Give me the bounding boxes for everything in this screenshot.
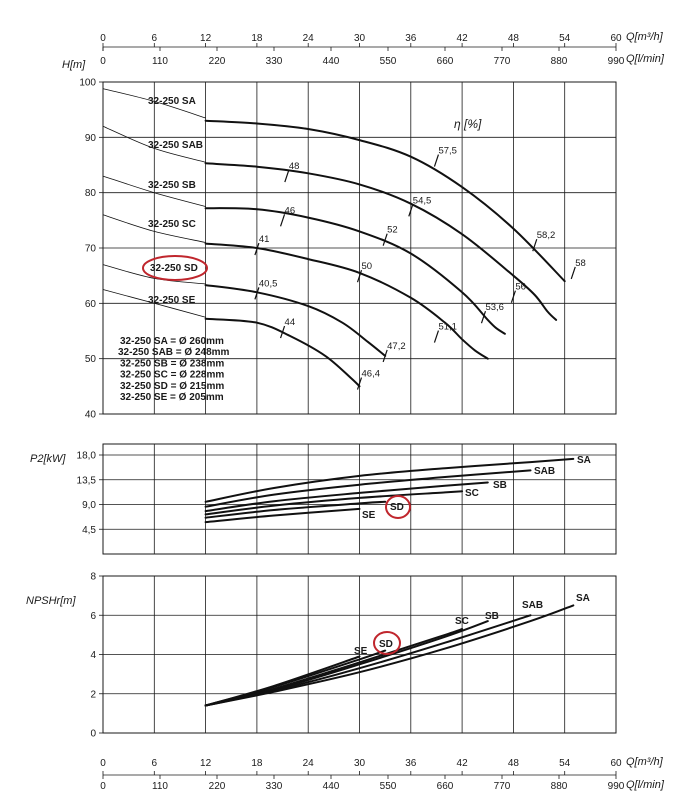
lmin-tick-label: 880 bbox=[550, 56, 568, 67]
m3h-tick-label: 48 bbox=[507, 758, 519, 769]
m3h-tick-label: 0 bbox=[100, 33, 106, 44]
lmin-tick-label: 110 bbox=[152, 781, 168, 792]
y-tick-label: 70 bbox=[84, 243, 96, 255]
efficiency-label: 47,2 bbox=[387, 340, 406, 352]
lmin-tick-label: 220 bbox=[208, 56, 226, 67]
lmin-tick-label: 660 bbox=[436, 781, 454, 792]
m3h-tick-label: 18 bbox=[251, 33, 263, 44]
top-lmin-axis-title: Q[l/min] bbox=[626, 53, 664, 65]
y-tick-label: 90 bbox=[84, 132, 96, 144]
lmin-tick-label: 770 bbox=[493, 781, 511, 792]
m3h-tick-label: 0 bbox=[100, 758, 106, 769]
m3h-tick-label: 60 bbox=[610, 33, 622, 44]
bottom-m3h-axis-title: Q[m³/h] bbox=[626, 756, 663, 768]
lmin-tick-label: 660 bbox=[436, 56, 454, 67]
bottom-lmin-ticks bbox=[100, 775, 625, 792]
y-tick-label: 4,5 bbox=[82, 524, 96, 536]
npsh-y-ticks bbox=[90, 572, 103, 740]
lmin-tick-label: 440 bbox=[322, 781, 340, 792]
efficiency-label: 54,5 bbox=[412, 195, 432, 207]
y-tick-label: 50 bbox=[84, 354, 96, 366]
efficiency-label: 53,6 bbox=[485, 302, 504, 314]
m3h-tick-label: 42 bbox=[456, 758, 468, 769]
y-tick-label: 8 bbox=[90, 571, 96, 583]
legend-entry: 32-250 SD = Ø 215mm bbox=[120, 380, 225, 392]
efficiency-label: 57,5 bbox=[438, 145, 457, 157]
efficiency-label: 48 bbox=[288, 161, 300, 173]
power-curve-label: SA bbox=[577, 455, 591, 466]
head-curve-label: 32-250 SC bbox=[148, 219, 196, 230]
m3h-tick-label: 30 bbox=[353, 758, 366, 769]
efficiency-label: 50 bbox=[361, 261, 373, 273]
lmin-tick-label: 880 bbox=[550, 781, 568, 792]
lmin-tick-label: 330 bbox=[265, 781, 283, 792]
lmin-tick-label: 440 bbox=[322, 56, 340, 67]
y-tick-label: 13,5 bbox=[76, 475, 96, 487]
head-curve-label: 32-250 SB bbox=[148, 180, 196, 191]
m3h-tick-label: 24 bbox=[302, 33, 314, 44]
m3h-tick-label: 30 bbox=[353, 33, 366, 44]
npsh-curve-label: SE bbox=[354, 646, 368, 657]
y-tick-label: 100 bbox=[79, 77, 96, 89]
efficiency-label: 46,4 bbox=[361, 368, 380, 380]
efficiency-label: 46 bbox=[284, 205, 296, 217]
y-tick-label: 2 bbox=[90, 689, 96, 701]
lmin-tick-label: 550 bbox=[379, 781, 397, 792]
efficiency-label: 52 bbox=[387, 224, 398, 236]
m3h-tick-label: 18 bbox=[251, 758, 263, 769]
npsh-curve bbox=[206, 657, 360, 706]
npsh-panel bbox=[26, 572, 616, 740]
lmin-tick-label: 770 bbox=[493, 56, 511, 67]
legend-entry: 32-250 SAB = Ø 248mm bbox=[118, 347, 230, 359]
m3h-tick-label: 36 bbox=[405, 758, 417, 769]
power-y-ticks bbox=[77, 451, 103, 536]
power-curve-label: SD bbox=[390, 502, 404, 513]
legend-entry: 32-250 SE = Ø 205mm bbox=[120, 392, 224, 403]
head-curve-label: 32-250 SE bbox=[148, 295, 196, 306]
head-curve-label: 32-250 SA bbox=[148, 96, 196, 107]
y-tick-label: 6 bbox=[90, 610, 96, 622]
head-curve-labels bbox=[148, 96, 203, 306]
y-tick-label: 4 bbox=[90, 650, 96, 661]
y-tick-label: 18,0 bbox=[76, 450, 96, 462]
npsh-curves bbox=[206, 605, 574, 705]
top-q-axes bbox=[100, 31, 665, 67]
npsh-curve-label: SAB bbox=[522, 600, 544, 611]
head-curve bbox=[206, 244, 488, 359]
lmin-tick-label: 330 bbox=[265, 56, 283, 67]
m3h-tick-label: 12 bbox=[200, 33, 212, 44]
m3h-tick-label: 54 bbox=[559, 33, 571, 44]
head-curve-label: 32-250 SD bbox=[150, 263, 198, 274]
efficiency-label: 58 bbox=[575, 257, 586, 269]
efficiency-label: 51,1 bbox=[438, 321, 457, 333]
lmin-tick-label: 220 bbox=[208, 781, 226, 792]
y-tick-label: 40 bbox=[84, 409, 96, 421]
lmin-tick-label: 990 bbox=[607, 781, 625, 792]
power-panel bbox=[30, 444, 616, 554]
efficiency-label: 44 bbox=[284, 317, 296, 329]
y-tick-label: 80 bbox=[84, 188, 96, 200]
npsh-axis-title: NPSHr[m] bbox=[26, 595, 76, 607]
efficiency-label: 58,2 bbox=[536, 230, 556, 242]
power-curve-label: SB bbox=[493, 480, 507, 491]
npsh-curve-label: SB bbox=[485, 611, 499, 622]
top-m3h-ticks bbox=[100, 33, 622, 47]
m3h-tick-label: 6 bbox=[151, 33, 158, 44]
y-tick-label: 9,0 bbox=[82, 500, 96, 511]
m3h-tick-label: 36 bbox=[405, 33, 417, 44]
y-tick-label: 0 bbox=[90, 728, 96, 740]
bottom-lmin-axis-title: Q[l/min] bbox=[626, 779, 664, 791]
lmin-tick-label: 110 bbox=[152, 56, 168, 67]
npsh-curve-label: SD bbox=[379, 639, 393, 650]
m3h-tick-label: 54 bbox=[559, 758, 571, 769]
head-axis-title: H[m] bbox=[62, 59, 86, 71]
lmin-tick-label: 0 bbox=[100, 781, 106, 792]
head-curve bbox=[206, 121, 565, 282]
lmin-tick-label: 550 bbox=[379, 56, 397, 67]
head-curve-label: 32-250 SAB bbox=[148, 140, 204, 151]
power-axis-title: P2[kW] bbox=[30, 453, 66, 465]
power-curve-label: SE bbox=[362, 510, 376, 521]
m3h-tick-label: 42 bbox=[456, 33, 468, 44]
bottom-m3h-ticks bbox=[100, 758, 622, 775]
efficiency-marks bbox=[255, 146, 586, 390]
top-lmin-ticks bbox=[100, 47, 625, 67]
lmin-tick-label: 990 bbox=[607, 56, 625, 67]
m3h-tick-label: 12 bbox=[200, 758, 212, 769]
lmin-tick-label: 0 bbox=[100, 56, 106, 67]
legend-entry: 32-250 SB = Ø 238mm bbox=[120, 358, 225, 370]
npsh-curve-label: SC bbox=[455, 616, 469, 627]
legend-entry: 32-250 SC = Ø 228mm bbox=[120, 369, 225, 381]
diameter-legend bbox=[118, 336, 230, 403]
power-curve-label: SC bbox=[465, 488, 479, 499]
top-m3h-axis-title: Q[m³/h] bbox=[626, 31, 663, 43]
legend-entry: 32-250 SA = Ø 260mm bbox=[120, 336, 224, 347]
m3h-tick-label: 60 bbox=[610, 758, 622, 769]
head-panel bbox=[62, 59, 616, 421]
bottom-q-axes bbox=[100, 756, 665, 792]
efficiency-label: 41 bbox=[258, 234, 270, 246]
power-curve-label: SAB bbox=[534, 466, 556, 477]
eta-label: η [%] bbox=[454, 117, 482, 131]
head-y-ticks bbox=[79, 78, 103, 421]
m3h-tick-label: 6 bbox=[151, 758, 158, 769]
efficiency-label: 56 bbox=[515, 281, 526, 293]
m3h-tick-label: 24 bbox=[302, 758, 314, 769]
m3h-tick-label: 48 bbox=[507, 33, 519, 44]
efficiency-label: 40,5 bbox=[258, 278, 278, 290]
npsh-curve-labels bbox=[354, 593, 590, 657]
npsh-curve-label: SA bbox=[576, 593, 590, 604]
y-tick-label: 60 bbox=[84, 298, 96, 310]
